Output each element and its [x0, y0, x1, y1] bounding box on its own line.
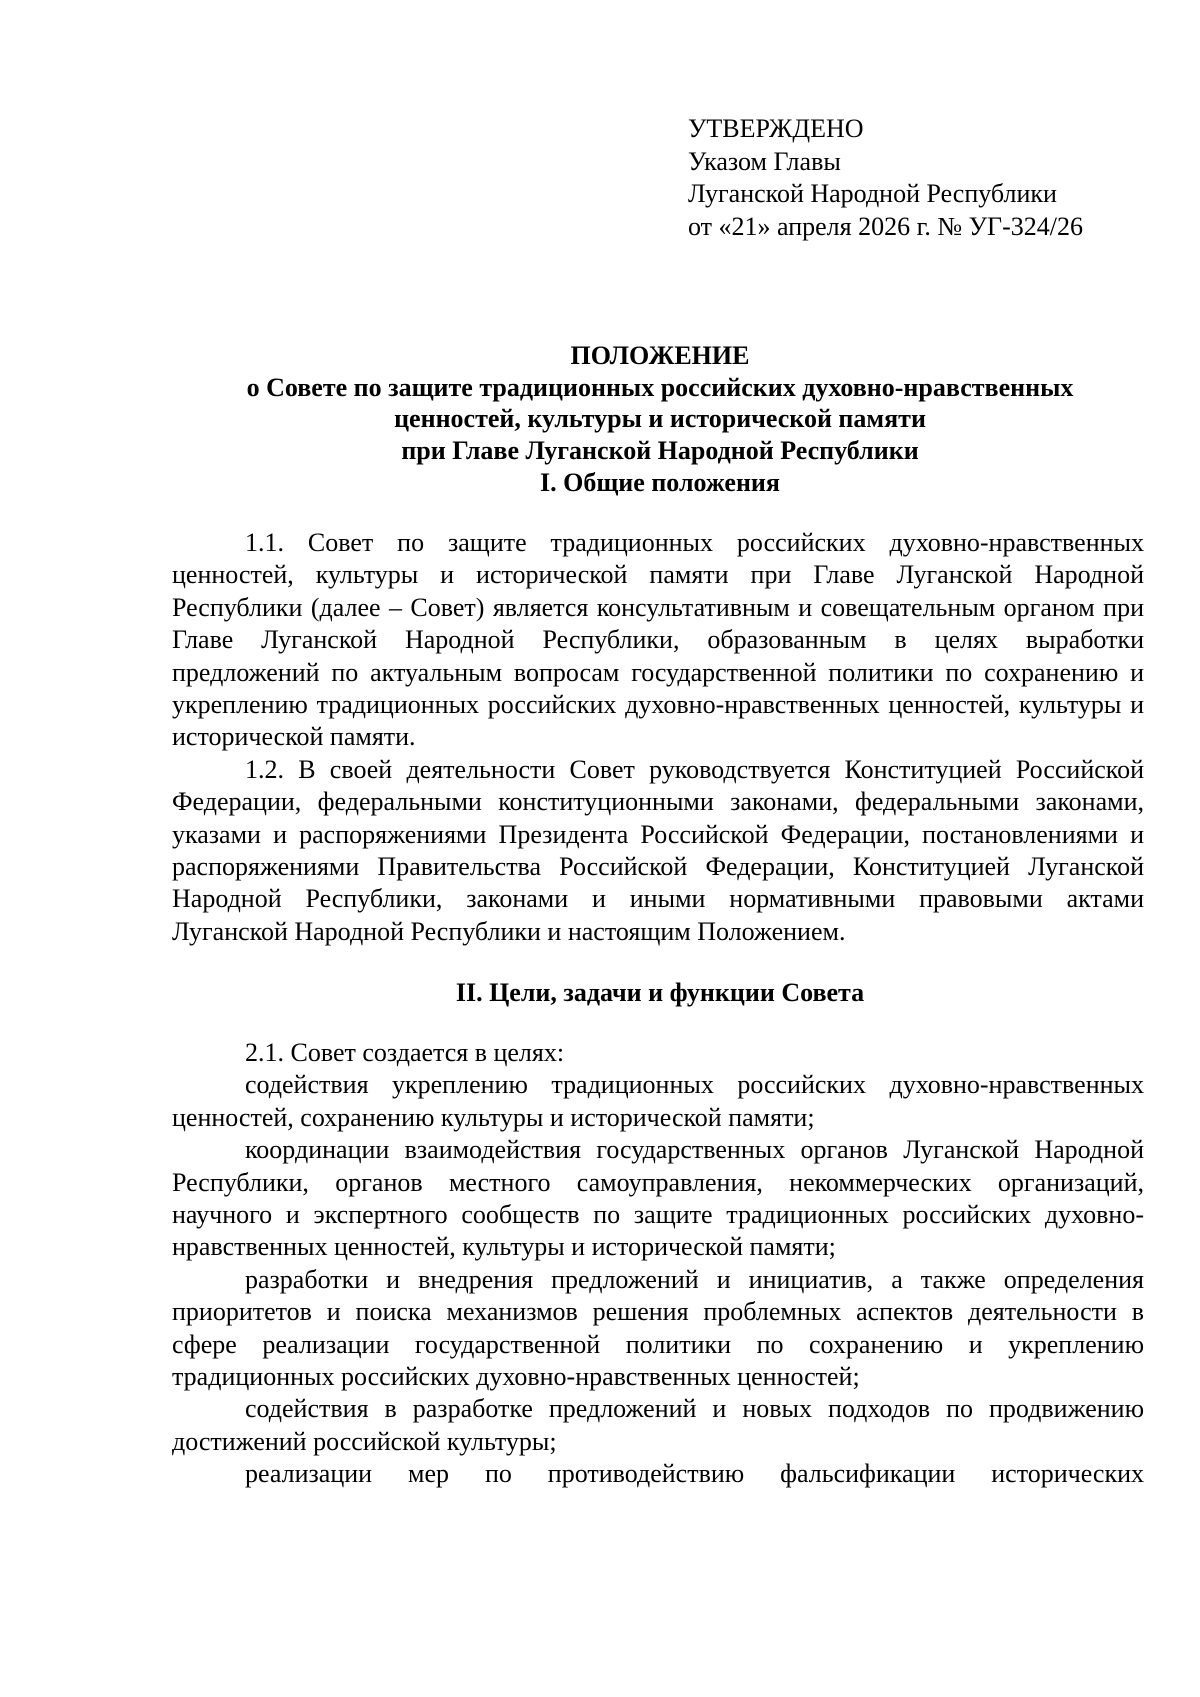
section-1-heading: I. Общие положения [540, 468, 780, 497]
section-2-body [172, 1037, 1144, 1491]
goal-coordination: координации взаимодействия государственных органов Луганской Народной Республики, органов местного самоуправления, некоммерческих организаций, научного и экспертного сообществ по защите традиционных российских духовно-нравственных ценностей, культуры и исторической памяти; [172, 1135, 1144, 1262]
goal-proposals: разработки и внедрения предложений и инициатив, а также определения приоритетов и поиска механизмов решения проблемных аспектов деятельности в сфере реализации государственной политики по сохранению и укреплению традиционных российских духовно-нравственных ценностей; [172, 1264, 1144, 1392]
title-line-4: при Главе Луганской Народной Республики [401, 435, 919, 465]
section-2-heading: II. Цели, задачи и функции Совета [455, 978, 865, 1007]
goal-culture-promotion: содействия в разработке предложений и новых подходов по продвижению достижений российской культуры; [172, 1394, 1144, 1456]
paragraph-1-1: 1.1. Совет по защите традиционных российских духовно-нравственных ценностей, культуры и исторической памяти при Главе Луганской Народной Республики (далее – Совет) является консультативным и совещательным органом при Главе Луганской Народной Республики, образованным в целях выработки предложений по актуальным вопросам государственной политики по сохранению и укреплению традиционных российских духовно-нравственных ценностей, культуры и исторической памяти. [172, 528, 1144, 752]
paragraph-2-1: 2.1. Совет создается в целях: [245, 1038, 565, 1067]
title-line-3: ценностей, культуры и исторической памяти [394, 404, 926, 433]
goal-strengthening: содействия укреплению традиционных российских духовно-нравственных ценностей, сохранению культуры и исторической памяти; [172, 1070, 1144, 1132]
approval-line-date-number: от «21» апреля 2026 г. № УГ-324/26 [688, 211, 1083, 241]
paragraph-1-2: 1.2. В своей деятельности Совет руководствуется Конституцией Российской Федерации, федеральными конституционными законами, федеральными законами, указами и распоряжениями Президента Российской Федерации, постановлениями и распоряжениями Правительства Российской Федерации, Конституцией Луганской Народной Республики, законами и иными нормативными правовыми актами Луганской Народной Республики и настоящим Положением. [172, 754, 1144, 946]
title-line-2: о Совете по защите традиционных российских духовно-нравственных [246, 372, 1074, 402]
approval-line-approved: УТВЕРЖДЕНО [688, 114, 864, 143]
approval-line-republic: Луганской Народной Республики [688, 179, 1057, 208]
title-main: ПОЛОЖЕНИЕ [570, 341, 750, 370]
section-1-body [172, 527, 1144, 948]
goal-counter-falsification: реализации мер по противодействию фальсификации исторических [245, 1459, 1144, 1489]
approval-stamp [688, 113, 1168, 243]
approval-line-decree: Указом Главы [688, 146, 841, 176]
document-title [120, 340, 1200, 466]
